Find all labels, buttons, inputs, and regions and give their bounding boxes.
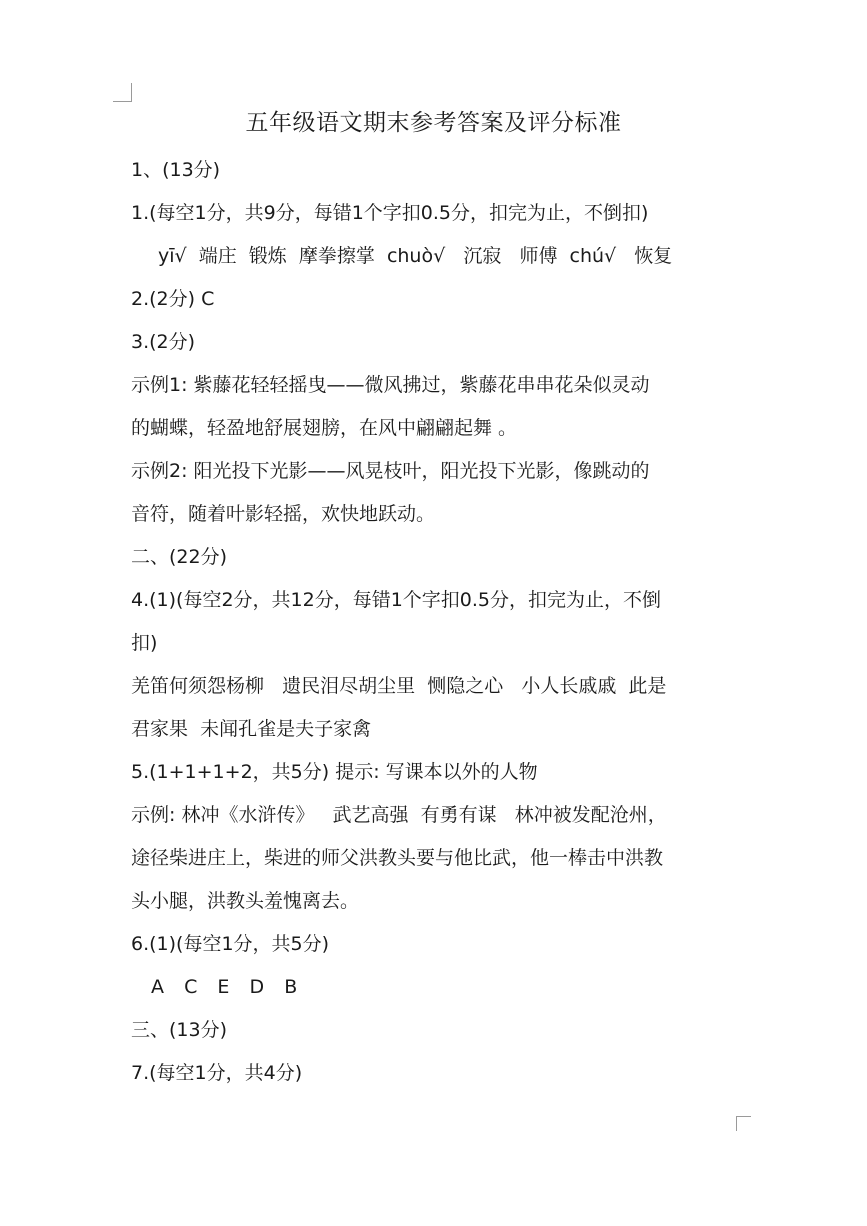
document-title: 五年级语文期末参考答案及评分标准 <box>245 110 622 136</box>
question-5-example-line-2: 途径柴进庄上，柴进的师父洪教头要与他比武，他一棒击中洪教 <box>131 847 664 869</box>
question-5-instruction: 5.(1+1+1+2，共5分) 提示: 写课本以外的人物 <box>131 761 538 783</box>
question-4-answers-line-1: 羌笛何须怨杨柳 遗民泪尽胡尘里 恻隐之心 小人长戚戚 此是 <box>131 675 667 697</box>
question-4-instruction-line-1: 4.(1)(每空2分，共12分，每错1个字扣0.5分，扣完为止，不倒 <box>131 589 662 611</box>
question-1-answers: yī√ 端庄 锻炼 摩拳擦掌 chuò√ 沉寂 师傅 chú√ 恢复 <box>158 245 673 267</box>
question-3-example-1-line-1: 示例1: 紫藤花轻轻摇曳——微风拂过，紫藤花串串花朵似灵动 <box>131 374 650 396</box>
question-5-example-line-3: 头小腿，洪教头羞愧离去。 <box>131 890 360 912</box>
question-2-answer: 2.(2分) C <box>131 288 215 310</box>
crop-mark-bottom-right <box>736 1116 751 1131</box>
question-1-instruction: 1.(每空1分，共9分，每错1个字扣0.5分，扣完为止，不倒扣) <box>131 202 649 224</box>
question-3-example-1-line-2: 的蝴蝶，轻盈地舒展翅膀，在风中翩翩起舞 。 <box>131 417 518 439</box>
question-3-heading: 3.(2分) <box>131 331 196 353</box>
question-4-instruction-line-2: 扣) <box>131 632 158 654</box>
question-5-example-line-1: 示例: 林冲《水浒传》 武艺高强 有勇有谋 林冲被发配沧州， <box>131 804 667 826</box>
question-3-example-2-line-1: 示例2: 阳光投下光影——风晃枝叶，阳光投下光影，像跳动的 <box>131 460 650 482</box>
section-3-heading: 三、(13分) <box>131 1019 228 1041</box>
section-1-heading: 1、(13分) <box>131 159 221 181</box>
question-6-instruction: 6.(1)(每空1分，共5分) <box>131 933 330 955</box>
section-2-heading: 二、(22分) <box>131 546 228 568</box>
question-3-example-2-line-2: 音符，随着叶影轻摇，欢快地跃动。 <box>131 503 436 525</box>
question-6-answers: A C E D B <box>151 976 298 998</box>
question-7-instruction: 7.(每空1分，共4分) <box>131 1062 303 1084</box>
crop-mark-top-left <box>113 83 132 102</box>
question-4-answers-line-2: 君家果 未闻孔雀是夫子家禽 <box>131 718 372 740</box>
